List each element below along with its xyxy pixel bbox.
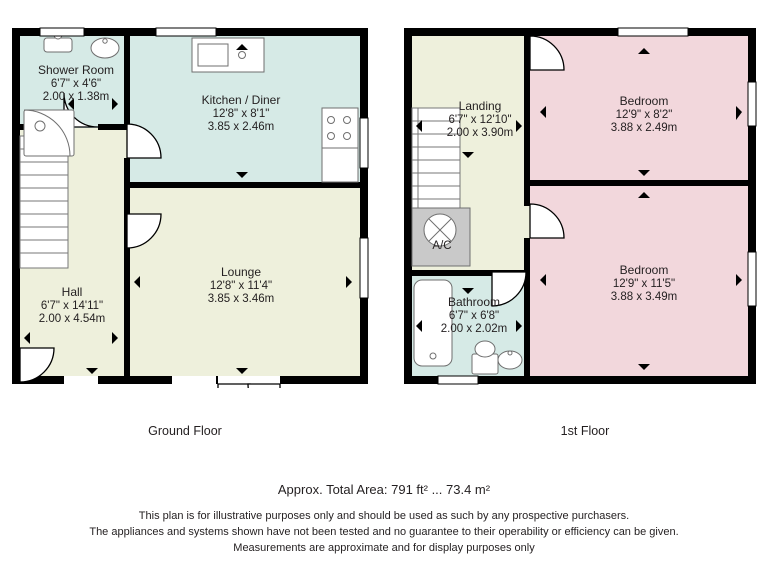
first-floor-title: 1st Floor [560, 424, 610, 438]
disclaimer-line-3: Measurements are approximate and for display purposes only [233, 542, 535, 554]
ground-floor-plan [6, 8, 378, 388]
disclaimer-line-2: The appliances and systems shown have not been tested and no guarantee to their operability or efficiency can be given. [89, 526, 679, 538]
total-area-text: Approx. Total Area: 791 ft² ... 73.4 m² [277, 482, 491, 497]
disclaimer-line-1: This plan is for illustrative purposes only and should be used as such by any prospective purchasers. [138, 510, 630, 522]
room-label-bedroom-2: Bedroom 12'9" x 11'5" 3.88 x 3.49m [610, 263, 678, 303]
first-floor-plan [398, 8, 762, 388]
room-label-shower-room: Shower Room 6'7" x 4'6" 2.00 x 1.38m [37, 63, 115, 103]
ground-floor-title: Ground Floor [148, 424, 222, 438]
disclaimer-text [0, 508, 768, 556]
ac-unit-icon [412, 208, 470, 266]
ac-unit-label: A/C [432, 240, 452, 252]
room-label-landing: Landing 6'7" x 12'10" 2.00 x 3.90m [446, 99, 514, 139]
room-label-hall: Hall 6'7" x 14'11" 2.00 x 4.54m [38, 285, 106, 325]
room-label-bedroom-1: Bedroom 12'9" x 8'2" 3.88 x 2.49m [610, 94, 678, 134]
room-label-bathroom: Bathroom 6'7" x 6'8" 2.00 x 2.02m [440, 295, 508, 335]
door-openings [64, 376, 280, 384]
room-label-lounge: Lounge 12'8" x 11'4" 3.85 x 3.46m [207, 265, 275, 305]
shower-basin-icon [91, 38, 119, 58]
room-label-kitchen-diner: Kitchen / Diner 12'8" x 8'1" 3.85 x 2.46m [201, 93, 281, 133]
